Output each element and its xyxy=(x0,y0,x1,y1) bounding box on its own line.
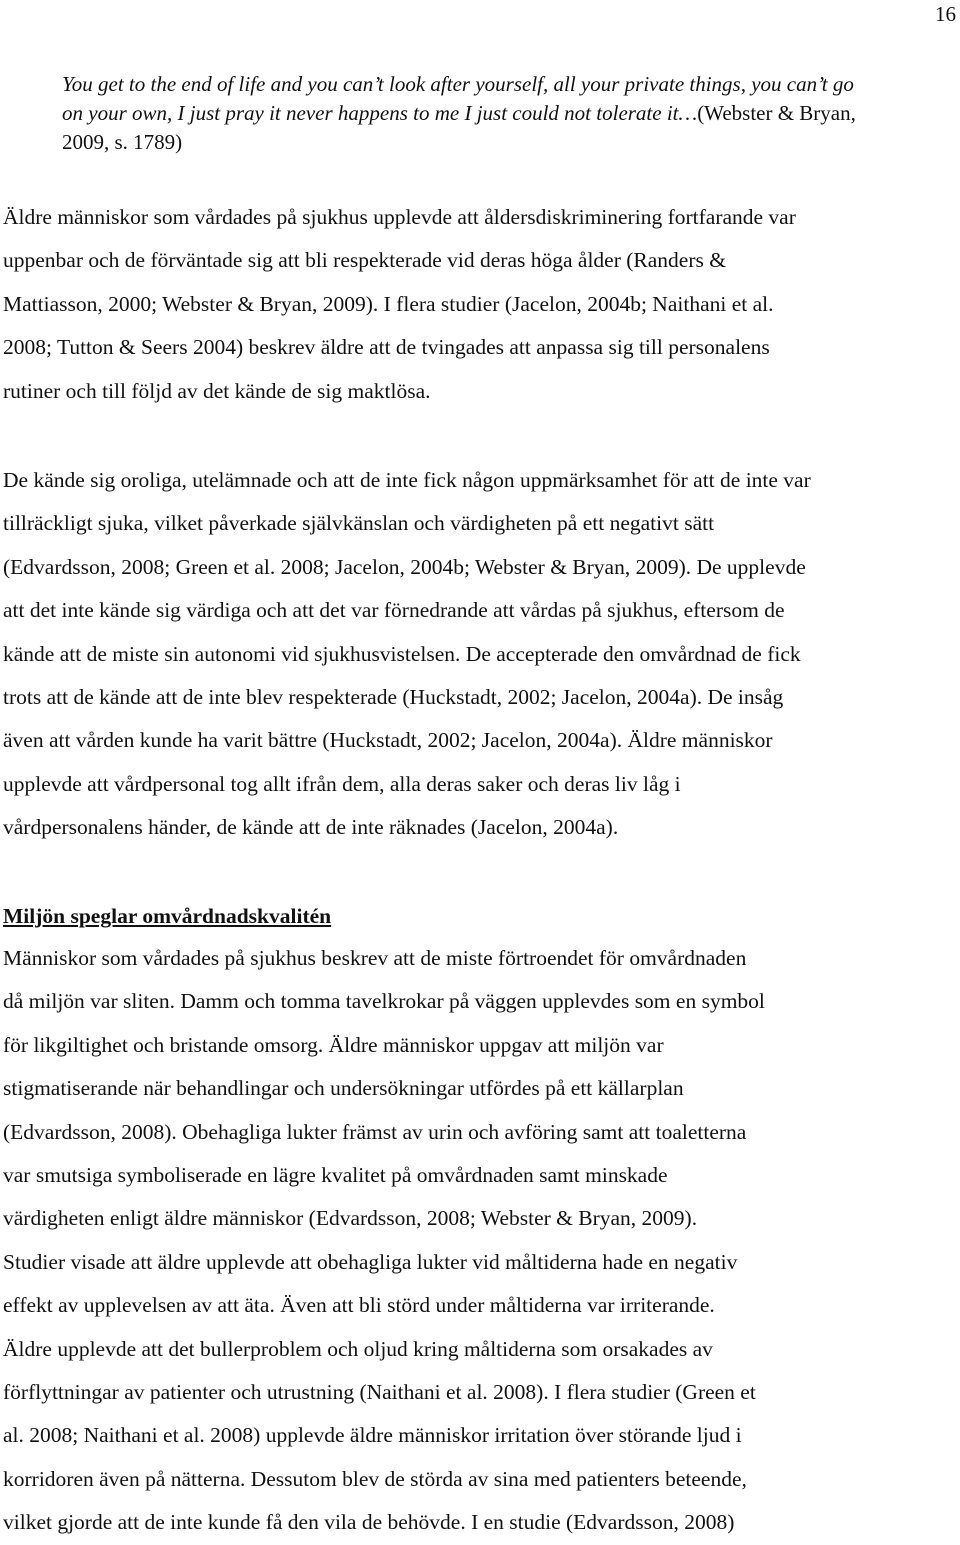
text-line: vårdpersonalens händer, de kände att de inte räknades (Jacelon, 2004a). xyxy=(3,815,619,840)
text-line: uppenbar och de förväntade sig att bli respekterade vid deras höga ålder (Randers & xyxy=(3,248,726,273)
text-line: Äldre människor som vårdades på sjukhus upplevde att åldersdiskriminering fortfarande var xyxy=(3,205,796,229)
text-line: Studier visade att äldre upplevde att obehagliga lukter vid måltiderna hade en negativ xyxy=(3,1249,738,1274)
text-line: då miljön var sliten. Damm och tomma tavelkrokar på väggen upplevdes som en symbol xyxy=(3,989,765,1014)
paragraph-1 xyxy=(3,196,953,413)
text-line: var smutsiga symboliserade en lägre kvalitet på omvårdnaden samt minskade xyxy=(3,1163,668,1188)
text-line: 2008; Tutton & Seers 2004) beskrev äldre att de tvingades att anpassa sig till personalens xyxy=(3,335,770,360)
quote-citation: (Webster & Bryan, 2009, s. 1789) xyxy=(62,101,856,154)
text-line: korridoren även på nätterna. Dessutom blev de störda av sina med patienters beteende, xyxy=(3,1466,747,1491)
text-line: Människor som vårdades på sjukhus beskrev att de miste förtroendet för omvårdnaden xyxy=(3,946,747,970)
text-line: effekt av upplevelsen av att äta. Även att bli störd under måltiderna var irriterande. xyxy=(3,1293,715,1318)
text-line: Äldre upplevde att det bullerproblem och oljud kring måltiderna som orsakades av xyxy=(3,1336,713,1361)
text-line: för likgiltighet och bristande omsorg. Äldre människor uppgav att miljön var xyxy=(3,1032,664,1057)
text-line: Mattiasson, 2000; Webster & Bryan, 2009). I flera studier (Jacelon, 2004b; Naithani et al. xyxy=(3,291,774,316)
paragraph-3 xyxy=(3,937,893,1545)
paragraph-2 xyxy=(3,459,953,850)
text-line: att det inte kände sig värdiga och att det var förnedrande att vårdas på sjukhus, eftersom de xyxy=(3,598,785,623)
text-line: (Edvardsson, 2008). Obehagliga lukter främst av urin och avföring samt att toaletterna xyxy=(3,1119,747,1144)
block-quote xyxy=(62,70,862,157)
text-line: rutiner och till följd av det kände de sig maktlösa. xyxy=(3,378,431,403)
text-line: vilket gjorde att de inte kunde få den vila de behövde. I en studie (Edvardsson, 2008) xyxy=(3,1510,735,1535)
text-line: värdigheten enligt äldre människor (Edvardsson, 2008; Webster & Bryan, 2009). xyxy=(3,1206,698,1231)
text-line: upplevde att vårdpersonal tog allt ifrån dem, alla deras saker och deras liv låg i xyxy=(3,771,681,796)
text-line: De kände sig oroliga, utelämnade och att de inte fick någon uppmärksamhet för att de inte var xyxy=(3,468,811,492)
page-number: 16 xyxy=(935,2,956,26)
quote-text: You get to the end of life and you can’t look after yourself, all your private things, you can’t go on your own, I just pray it never happens to me I just could not tolerate it… xyxy=(62,72,854,125)
text-line: kände att de miste sin autonomi vid sjukhusvistelsen. De accepterade den omvårdnad de fick xyxy=(3,641,801,666)
text-line: trots att de kände att de inte blev respekterade (Huckstadt, 2002; Jacelon, 2004a). De insåg xyxy=(3,685,784,710)
text-line: al. 2008; Naithani et al. 2008) upplevde äldre människor irritation över störande ljud i xyxy=(3,1423,742,1448)
text-line: även att vården kunde ha varit bättre (Huckstadt, 2002; Jacelon, 2004a). Äldre människor xyxy=(3,728,773,753)
text-line: stigmatiserande när behandlingar och undersökningar utfördes på ett källarplan xyxy=(3,1076,684,1101)
text-line: tillräckligt sjuka, vilket påverkade självkänslan och värdigheten på ett negativt sätt xyxy=(3,511,715,536)
text-line: förflyttningar av patienter och utrustning (Naithani et al. 2008). I flera studier (Green et xyxy=(3,1380,756,1405)
text-line: (Edvardsson, 2008; Green et al. 2008; Jacelon, 2004b; Webster & Bryan, 2009). De upplevde xyxy=(3,554,806,579)
section-heading: Miljön speglar omvårdnadskvalitén xyxy=(3,904,332,928)
